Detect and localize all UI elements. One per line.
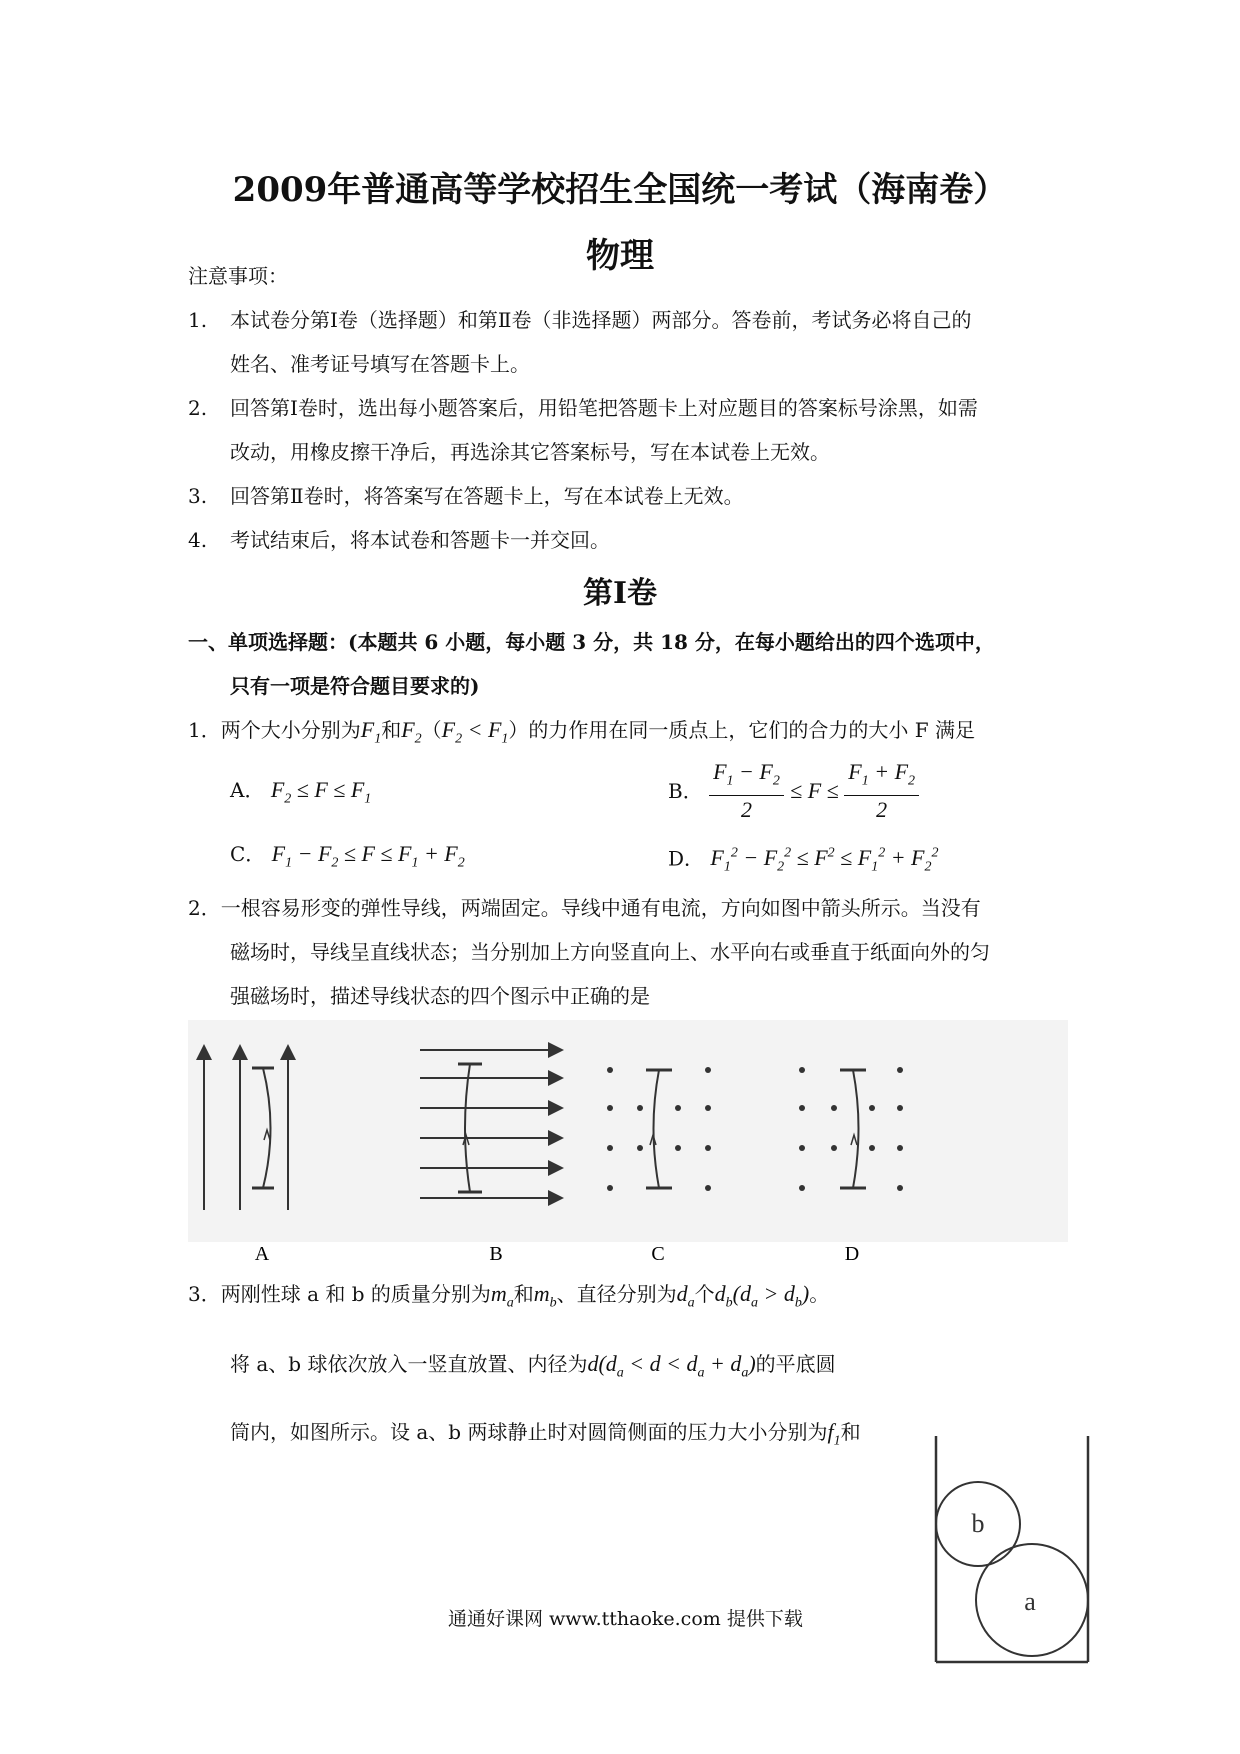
question-3-line2: 将 a、b 球依次放入一竖直放置、内径为$d(d_a < d < d_a + d_a)$的平底圆 xyxy=(230,1351,836,1381)
question-3-cylinder-figure xyxy=(928,1432,1098,1668)
notice-item-4-line1: 考试结束后，将本试卷和答题卡一并交回。 xyxy=(230,528,610,552)
notice-item-3-line1: 回答第Ⅱ卷时，将答案写在答题卡上，写在本试卷上无效。 xyxy=(230,484,744,508)
part-heading-line1: 一、单项选择题：(本题共 6 小题，每小题 3 分，共 18 分，在每小题给出的四个选项中， xyxy=(188,630,995,654)
notice-item-3-num: 3. xyxy=(188,484,208,508)
question-2-line2: 磁场时，导线呈直线状态；当分别加上方向竖直向上、水平向右或垂直于纸面向外的匀 xyxy=(230,940,990,964)
notice-item-1-line2: 姓名、准考证号填写在答题卡上。 xyxy=(230,352,530,376)
question-1-option-b: B． $\frac{F_1 - F_2}{2}$ ≤ F ≤ $\frac{F_1 + F_2}{2}$ xyxy=(668,758,919,824)
page-title: 2009年普通高等学校招生全国统一考试（海南卷） xyxy=(232,170,1008,210)
ball-b-label: b xyxy=(971,1509,985,1538)
notice-item-2-line1: 回答第Ⅰ卷时，选出每小题答案后，用铅笔把答题卡上对应题目的答案标号涂黑，如需 xyxy=(230,396,978,420)
figure-label-a: A xyxy=(254,1243,270,1260)
part-heading-line2: 只有一项是符合题目要求的) xyxy=(230,674,480,698)
question-1-option-a: A． $F_2 \le F \le F_1$ xyxy=(230,777,372,807)
footer-credit: 通通好课网 www.tthaoke.com 提供下载 xyxy=(448,1608,803,1630)
question-2-line3: 强磁场时，描述导线状态的四个图示中正确的是 xyxy=(230,984,650,1008)
section-title: 第Ⅰ卷 xyxy=(582,576,658,611)
notice-item-4-num: 4. xyxy=(188,528,208,552)
question-3-line3: 筒内，如图所示。设 a、b 两球静止时对圆筒侧面的压力大小分别为$f_1$和 xyxy=(230,1419,861,1449)
ball-a-label: a xyxy=(1024,1587,1036,1616)
notice-item-1-line1: 本试卷分第Ⅰ卷（选择题）和第Ⅱ卷（非选择题）两部分。答卷前，考试务必将自己的 xyxy=(230,308,972,332)
figure-label-d: D xyxy=(844,1243,860,1260)
question-2-figures xyxy=(188,1020,1068,1260)
figure-label-c: C xyxy=(651,1243,665,1260)
question-2-line1: 2．一根容易形变的弹性导线，两端固定。导线中通有电流，方向如图中箭头所示。当没有 xyxy=(188,896,981,920)
question-3-line1: 3．两刚性球 a 和 b 的质量分别为$m_a$和$m_b$、直径分别为$d_a$个$d_b(d_a > d_b)$。 xyxy=(188,1281,830,1311)
notice-item-2-num: 2. xyxy=(188,396,208,420)
figure-background xyxy=(188,1020,1068,1242)
question-1-stem: 1．两个大小分别为$F_1$和$F_2(F_2 < F_1)$的力作用在同一质点上，它们的合力的大小 F 满足 xyxy=(188,717,975,747)
question-1-option-c: C． $F_1 - F_2 \le F \le F_1 + F_2$ xyxy=(230,841,465,871)
notice-heading: 注意事项： xyxy=(188,264,288,288)
subject-title: 物理 xyxy=(586,236,654,276)
figure-label-b: B xyxy=(489,1243,503,1260)
notice-item-2-line2: 改动，用橡皮擦干净后，再选涂其它答案标号，写在本试卷上无效。 xyxy=(230,440,830,464)
notice-item-1-num: 1. xyxy=(188,308,208,332)
question-1-option-d: D． $F_1^2 - F_2^2 \le F^2 \le F_1^2 + F_2^2$ xyxy=(668,845,939,875)
